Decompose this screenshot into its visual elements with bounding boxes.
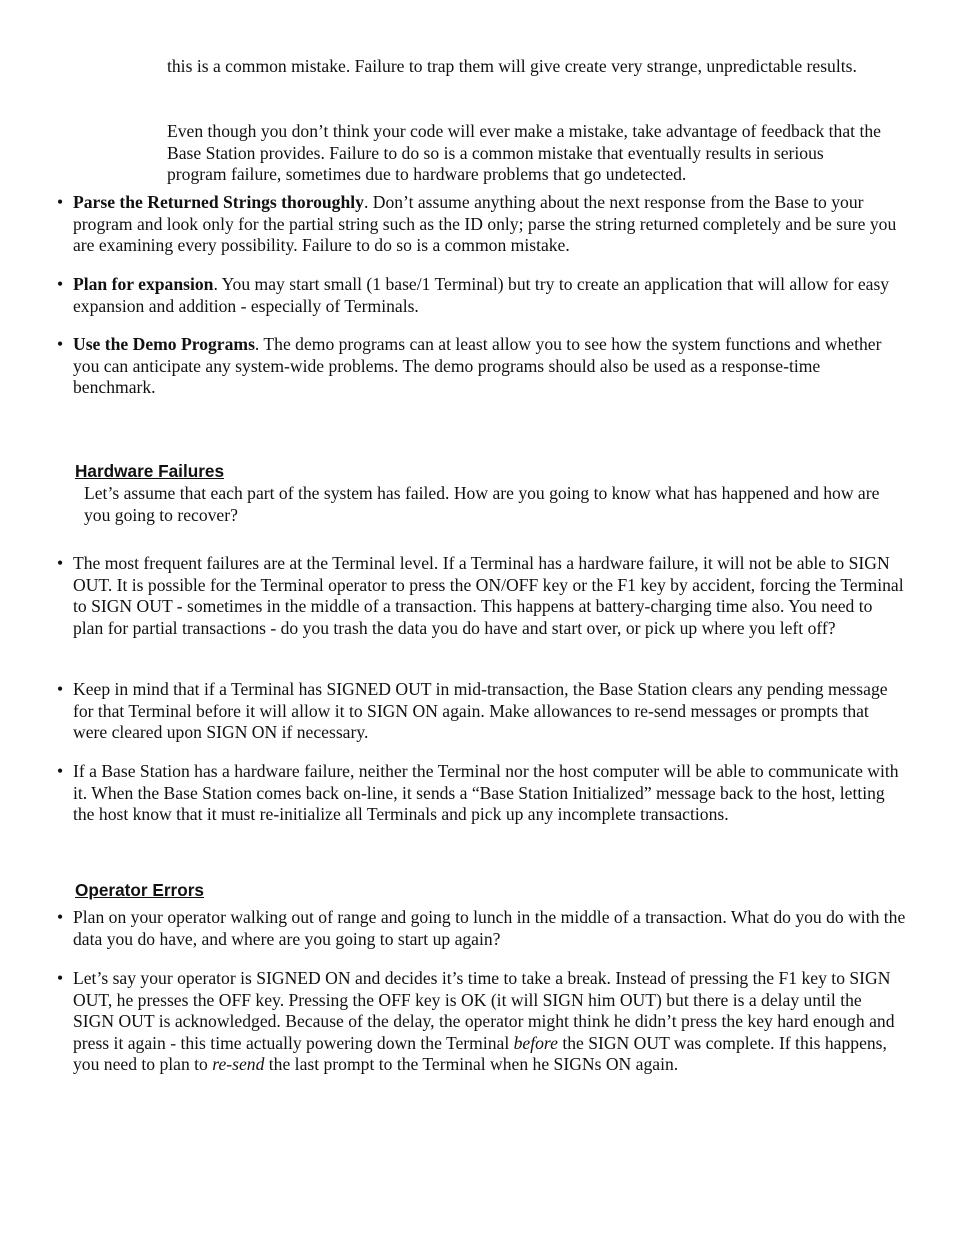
bullet-marker: • (57, 274, 64, 294)
hardware-item-base-station: • If a Base Station has a hardware failure, neither the Terminal nor the host computer will be able to communicate with it. When the Base Station comes back on-line, it sends a “Base Station Initialized” message back to the host, letting the host know that it must re-initialize all Terminals and pick up any incomplete transactions. (57, 761, 899, 825)
tip-body: . You may start small (1 base/1 Terminal) but try to create an application that will allow for easy expansion and addition - especially of Terminals. (73, 274, 890, 316)
bullet-marker: • (57, 192, 64, 212)
tip-title: Parse the Returned Strings thoroughly (73, 192, 364, 212)
tip-title: Use the Demo Programs (73, 334, 255, 354)
tip-plan-expansion (57, 274, 907, 317)
section-heading-hardware: Hardware Failures (75, 461, 225, 481)
tip-body: . The demo programs can at least allow you to see how the system functions and whether you can anticipate any system-wide problems. The demo programs should also be used as a response-time benchmark. (73, 334, 882, 398)
intro-paragraph-1: this is a common mistake. Failure to trap them will give create very strange, unpredictable results. (167, 56, 857, 76)
hardware-item-signed-out: • Keep in mind that if a Terminal has SIGNED OUT in mid-transaction, the Base Station clears any pending message for that Terminal before it will allow it to SIGN ON again. Make allowances to re-send messages or prompts that were cleared upon SIGN ON if necessary. (57, 679, 888, 743)
bullet-marker: • (57, 334, 64, 354)
section-heading-operator: Operator Errors (75, 880, 204, 900)
tip-parse-strings (57, 192, 907, 257)
bullet-marker: • (57, 679, 64, 699)
bullet-marker: • (57, 907, 64, 927)
operator-item-break: • Let’s say your operator is SIGNED ON and decides it’s time to take a break. Instead of pressing the F1 key to SIGN OUT, he presses the OFF key. Pressing the OFF key is OK (it will SIGN him OUT) but there is a delay until the SIGN OUT is acknowledged. Because of the delay, the operator might think he didn’t press the key hard enough and press it again - this time actually powering down the Terminal before the SIGN OUT was complete. If this happens, you need to plan to re-send the last prompt to the Terminal when he SIGNs ON again. (57, 968, 895, 1075)
tip-title: Plan for expansion (73, 274, 214, 294)
bullet-marker: • (57, 968, 64, 988)
intro-paragraph-2: Even though you don’t think your code will ever make a mistake, take advantage of feedback that the Base Station provides. Failure to do so is a common mistake that eventually results in serious program failure, sometimes due to hardware problems that go undetected. (167, 121, 881, 185)
tip-body: . Don’t assume anything about the next response from the Base to your program and look only for the partial string such as the ID only; parse the string returned completely and be sure you are examining every possibility. Failure to do so is a common mistake. (73, 192, 897, 256)
operator-item-out-of-range: • Plan on your operator walking out of range and going to lunch in the middle of a transaction. What do you do with the data you do have, and where are you going to start up again? (57, 907, 906, 949)
bullet-marker: • (57, 553, 64, 573)
hardware-intro: Let’s assume that each part of the system has failed. How are you going to know what has happened and how are you going to recover? (84, 483, 880, 525)
bullet-marker: • (57, 761, 64, 781)
hardware-item-terminal: • The most frequent failures are at the Terminal level. If a Terminal has a hardware failure, it will not be able to SIGN OUT. It is possible for the Terminal operator to press the ON/OFF key or the F1 key by accident, forcing the Terminal to SIGN OUT - sometimes in the middle of a transaction. This happens at battery-charging time also. You need to plan for partial transactions - do you trash the data you do have and start over, or pick up where you left off? (57, 553, 904, 638)
tip-demo-programs (57, 334, 907, 399)
